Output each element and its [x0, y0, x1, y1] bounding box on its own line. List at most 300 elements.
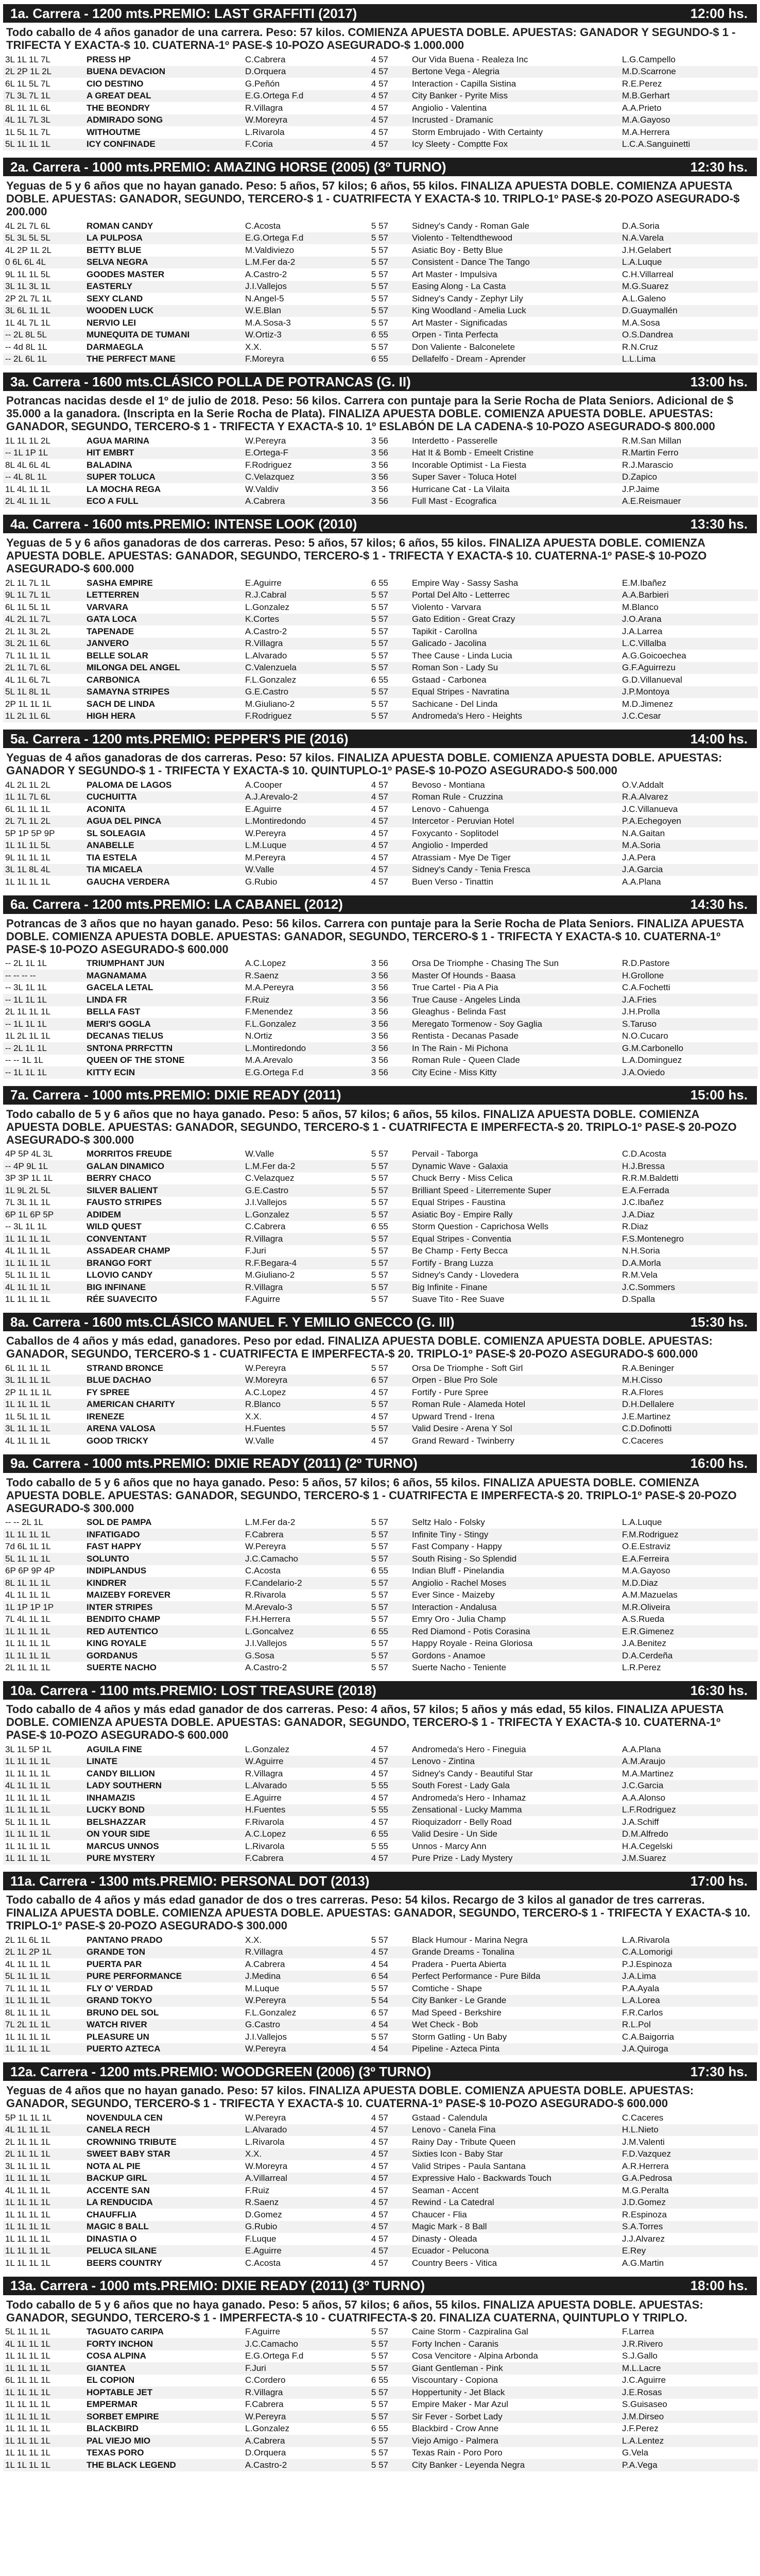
table-row	[3, 1257, 758, 1269]
trainer: J.H.Prolla	[622, 1007, 660, 1017]
spacer	[390, 471, 410, 484]
breeding: Intercetor - Peruvian Hotel	[410, 816, 620, 828]
trainer: O.S.Dandrea	[620, 329, 758, 342]
breeding: Incrusted - Dramanic	[410, 114, 620, 127]
spacer	[390, 1221, 410, 1233]
age-weight: 4 57	[371, 2161, 388, 2171]
horse-name: DARMAEGLA	[87, 342, 144, 352]
jockey: C.Velazquez	[245, 1173, 295, 1183]
jockey: X.X.	[243, 2148, 350, 2161]
jockey: R.Saenz	[243, 970, 350, 982]
jockey: W.Valle	[245, 1435, 274, 1446]
record: 1L 1L 1L 1L	[3, 2245, 84, 2258]
trainer: F.S.Montenegro	[620, 1233, 758, 1245]
breeding: Rentista - Decanas Pasade	[412, 1031, 519, 1041]
age-weight: 5 57	[371, 269, 388, 279]
jockey: W.Pereyra	[243, 2043, 350, 2056]
record: 1L 1L 1L 1L	[5, 2399, 50, 2410]
horse-name: CANELA RECH	[84, 2124, 243, 2137]
spacer	[390, 1816, 410, 1828]
spacer	[390, 90, 410, 103]
trainer: A.M.Mazuelas	[622, 1590, 678, 1600]
spacer	[390, 827, 410, 840]
record: 1L 1P 1P 1P	[3, 1601, 84, 1614]
table-row	[3, 1589, 758, 1602]
entries-table	[3, 958, 758, 1079]
age-weight: 5 57	[350, 1601, 390, 1614]
table-row	[3, 2148, 758, 2161]
record: 9L 1L 1L 5L	[5, 269, 50, 279]
breeding: Angiolio - Rachel Moses	[410, 1577, 620, 1589]
age-weight: 5 57	[371, 1149, 388, 1159]
age-weight: 4 57	[350, 1946, 390, 1959]
breeding: Roman Rule - Cruzzina	[410, 791, 620, 804]
trainer: E.R.Gimenez	[620, 1625, 758, 1638]
horse-name: FLY O' VERDAD	[87, 1983, 153, 1993]
spacer	[390, 1184, 410, 1197]
record: 1L 1L 1L 5L	[3, 840, 84, 852]
race-conditions: Potrancas nacidas desde el 1º de julio de 2018. Peso: 56 kilos. Carrera con puntaje para la Serie Rocha de Plata Seniors. Adicional de $ 35.000 a la ganadora. (Inscripta en la Serie Rocha de Plata). FINALIZA APUESTA DOBLE. COMIENZA APUESTA DOBLE. APUESTAS: GANADOR, SEGUNDO, TERCERO-$ 1 - TRIFECTA Y EXACTA-$ 10. 1º ESLABÓN DE LA CADENA-$ 10-POZO ASEGURADO-$ 800.000	[6, 394, 734, 433]
table-row	[3, 483, 758, 496]
jockey: A.J.Arevalo-2	[243, 791, 350, 804]
breeding: Viejo Amigo - Palmera	[410, 2435, 620, 2447]
breeding: Sidney's Candy - Beautiful Star	[412, 1768, 533, 1778]
breeding: Texas Rain - Poro Poro	[412, 2448, 503, 2458]
age-weight: 4 57	[371, 103, 388, 113]
table-row	[3, 1662, 758, 1674]
spacer	[390, 329, 410, 342]
record: 1L 1L 1L 1L	[3, 1529, 84, 1541]
breeding: Chuck Berry - Miss Celica	[412, 1173, 513, 1183]
table-row	[3, 1816, 758, 1828]
race-conditions: Yeguas de 5 y 6 años ganadoras de dos carreras. Peso: 5 años, 57 kilos; 6 años, 55 kilos. FINALIZA APUESTA DOBLE. COMIENZA APUESTA DOBLE. APUESTAS: GANADOR, SEGUNDO, TERCERO-$ 1 - TRIFECTA Y EXACTA-$ 10. CUATERNA-1º PASE-$ 10-POZO ASEGURADO-$ 600.000	[6, 536, 707, 575]
age-weight: 6 57	[371, 2007, 388, 2018]
record: 1L 5L 1L 1L	[5, 1411, 50, 1421]
breeding: Lenovo - Cahuenga	[412, 804, 489, 814]
record: 4L 2L 1L 2L	[5, 779, 50, 790]
breeding: Forty Inchen - Caranis	[410, 2338, 620, 2350]
record: 1L 1L 1L 1L	[3, 2043, 84, 2056]
table-row	[3, 2326, 758, 2338]
age-weight: 6 55	[371, 2424, 388, 2434]
record: 1L 4L 1L 1L	[5, 484, 50, 494]
table-row	[3, 710, 758, 723]
spacer	[390, 840, 410, 852]
spacer	[390, 1662, 410, 1674]
jockey: F.Cabrera	[243, 1853, 350, 1865]
jockey: R.Villagra	[243, 1233, 350, 1245]
trainer: N.A.Varela	[620, 232, 758, 245]
table-row	[3, 601, 758, 614]
age-weight: 5 57	[371, 245, 388, 255]
jockey: M.A.Arevalo	[245, 1055, 293, 1065]
age-weight: 5 57	[371, 1517, 388, 1528]
trainer: M.D.Scarrone	[620, 66, 758, 78]
spacer	[390, 614, 410, 626]
race-time: 17:30 hs.	[690, 2063, 748, 2079]
age-weight: 5 57	[350, 1184, 390, 1197]
race-time: 18:00 hs.	[690, 2278, 748, 2293]
jockey: J.I.Vallejos	[243, 281, 350, 293]
jockey: M.A.Pereyra	[245, 982, 294, 993]
spacer	[390, 126, 410, 139]
record: 4L 1L 1L 1L	[5, 2185, 50, 2195]
age-weight: 4 57	[371, 2185, 388, 2195]
spacer	[390, 662, 410, 674]
record: -- -- 1L 1L	[5, 1055, 44, 1065]
age-weight: 4 57	[371, 779, 388, 790]
horse-name: EL COPION	[87, 2375, 135, 2385]
record: 7L 1L 1L 1L	[5, 650, 50, 660]
race-block	[3, 1454, 757, 1674]
breeding: Big Infinite - Finane	[410, 1281, 620, 1294]
trainer: C.D.Acosta	[622, 1149, 666, 1159]
record: 1L 1L 1L 1L	[3, 2197, 84, 2209]
race-block	[3, 1086, 757, 1306]
table-row	[3, 2209, 758, 2221]
jockey: E.Aguirre	[243, 2245, 350, 2258]
horse-name: AGUA DEL PINCA	[84, 816, 243, 828]
record: 1L 1L 1L 1L	[3, 1804, 84, 1817]
trainer: J.M.Valenti	[622, 2137, 665, 2147]
breeding: Suerte Nacho - Teniente	[412, 1663, 507, 1673]
trainer: D.Zapico	[620, 471, 758, 484]
trainer: L.A.Rivarola	[622, 1935, 670, 1945]
age-weight: 5 57	[350, 232, 390, 245]
breeding: Empire Way - Sassy Sasha	[412, 578, 519, 588]
spacer	[390, 2459, 410, 2471]
jockey: A.Castro-2	[245, 626, 287, 636]
horse-name: MAGNAMAMA	[84, 970, 243, 982]
age-weight: 3 56	[350, 994, 390, 1006]
trainer: M.H.Cisso	[620, 1375, 758, 1387]
table-row	[3, 2031, 758, 2043]
spacer	[390, 1399, 410, 1411]
table-row	[3, 317, 758, 329]
spacer	[390, 1209, 410, 1221]
jockey: A.C.Lopez	[245, 958, 286, 969]
record: 2L 1L 2P 1L	[3, 1946, 84, 1959]
age-weight: 5 57	[371, 699, 388, 709]
table-row	[3, 686, 758, 699]
jockey: W.Moreyra	[243, 114, 350, 127]
table-row	[3, 1435, 758, 1447]
table-row	[3, 1233, 758, 1245]
breeding: Lenovo - Canela Fina	[410, 2124, 620, 2137]
table-row	[3, 244, 758, 257]
race-conditions: Todo caballo de 5 y 6 años que no haya ganado. Peso: 5 años, 57 kilos; 6 años, 55 kilos. FINALIZA APUESTA DOBLE. COMIENZA APUESTA DOBLE. APUESTAS: GANADOR, SEGUNDO, TERCERO-$ 1 - CUATRIFECTA E IMPERFECTA-$ 20. TRIPLO-1º PASE-$ 20-POZO ASEGURADO-$ 300.000	[6, 1476, 737, 1515]
breeding: True Cartel - Pia A Pia	[412, 982, 498, 993]
horse-name: SOL DE PAMPA	[87, 1517, 152, 1528]
trainer: P.J.Espinoza	[622, 1959, 672, 1969]
table-row	[3, 791, 758, 804]
jockey: A.Cooper	[245, 779, 282, 790]
horse-name: SWEET BABY STAR	[84, 2148, 243, 2161]
spacer	[390, 1780, 410, 1792]
trainer: M.L.Lacre	[620, 2362, 758, 2375]
spacer	[390, 2173, 410, 2185]
jockey: C.Cabrera	[245, 54, 286, 64]
record: 2L 1L 1L 1L	[3, 2148, 84, 2161]
age-weight: 5 57	[350, 2435, 390, 2447]
horse-name: CANDY BILLION	[87, 1768, 155, 1778]
age-weight: 4 57	[350, 2124, 390, 2137]
trainer: F.R.Carlos	[622, 2007, 663, 2018]
table-row	[3, 1743, 758, 1756]
record: 4L 2L 1L 7L	[3, 614, 84, 626]
trainer: M.G.Peralta	[622, 2185, 669, 2195]
trainer: J.P.Jaime	[622, 484, 660, 494]
trainer: A.A.Barbieri	[620, 589, 758, 602]
jockey: C.Cabrera	[245, 1222, 286, 1232]
record: 3P 3P 1L 1L	[5, 1173, 53, 1183]
trainer: D.A.Soria	[622, 221, 660, 231]
entries-table	[3, 1148, 758, 1306]
trainer: C.Caceres	[622, 1435, 664, 1446]
age-weight: 3 56	[371, 484, 388, 494]
spacer	[390, 1553, 410, 1565]
spacer	[390, 1245, 410, 1258]
spacer	[390, 78, 410, 90]
horse-name: ACONITA	[87, 804, 126, 814]
age-weight: 5 57	[371, 1246, 388, 1256]
age-weight: 5 57	[371, 2448, 388, 2458]
horse-name: BELLA FAST	[87, 1007, 141, 1017]
trainer: J.E.Rosas	[620, 2386, 758, 2399]
table-row	[3, 1375, 758, 1387]
spacer	[390, 2019, 410, 2031]
breeding: Consistent - Dance The Tango	[410, 257, 620, 269]
horse-name: ARENA VALOSA	[84, 1423, 243, 1435]
spacer	[390, 1281, 410, 1294]
age-weight: 3 56	[350, 970, 390, 982]
race-title: 13a. Carrera - 1000 mts.PREMIO: DIXIE READY (2011) (3º TURNO)	[10, 2278, 425, 2293]
record: 4L 1L 1L 1L	[5, 1246, 50, 1256]
spacer	[390, 1828, 410, 1841]
trainer: L.A.Dominguez	[622, 1055, 682, 1065]
record: -- 4L 8L 1L	[3, 471, 84, 484]
horse-name: LINATE	[84, 1756, 243, 1768]
trainer: L.C.A.Sanguinetti	[620, 139, 758, 151]
table-row	[3, 2375, 758, 2387]
race-conditions: Todo caballo de 5 y 6 años que no haya ganado. Peso: 5 años, 57 kilos; 6 años, 55 kilos. FINALIZA APUESTA DOBLE. APUESTAS: GANADOR, SEGUNDO, TERCERO-$ 1 - IMPERFECTA-$ 10 - CUATRIFECTA-$ 20. FINALIZA CUATERNA, QUINTUPLO Y TRIPLO.	[6, 2298, 703, 2324]
table-row	[3, 827, 758, 840]
table-row	[3, 220, 758, 232]
spacer	[390, 2007, 410, 2019]
spacer	[390, 257, 410, 269]
spacer	[390, 2197, 410, 2209]
trainer: G.F.Aguirrezu	[620, 662, 758, 674]
age-weight: 4 57	[350, 2221, 390, 2233]
horse-name: HIGH HERA	[84, 710, 243, 723]
spacer	[390, 816, 410, 828]
horse-name: CHAUFFLIA	[87, 2209, 137, 2219]
table-row	[3, 2197, 758, 2209]
breeding: Foxycanto - Soplitodel	[412, 828, 499, 838]
horse-name: FY SPREE	[87, 1387, 130, 1397]
race-block	[3, 730, 757, 888]
record: 6L 1L 1L 1L	[5, 804, 50, 814]
age-weight: 4 57	[371, 2112, 388, 2123]
trainer: R.A.Flores	[622, 1387, 664, 1397]
jockey: L.Alvarado	[243, 2124, 350, 2137]
race-block	[3, 515, 757, 722]
jockey: E.Aguirre	[245, 1792, 282, 1803]
record: 7L 1L 1L 1L	[5, 1983, 50, 1993]
record: 1L 1L 1L 1L	[5, 2448, 50, 2458]
age-weight: 6 55	[350, 353, 390, 366]
table-row	[3, 2399, 758, 2411]
horse-name: WITHOUTME	[87, 127, 141, 137]
record: -- 4P 9L 1L	[3, 1160, 84, 1173]
breeding: Be Champ - Ferty Becca	[412, 1246, 508, 1256]
age-weight: 4 57	[371, 78, 388, 89]
table-row	[3, 1958, 758, 1971]
table-row	[3, 447, 758, 460]
record: 7L 3L 7L 1L	[3, 90, 84, 103]
jockey: F.Cabrera	[245, 2399, 284, 2410]
trainer: R.J.Marascio	[622, 460, 673, 470]
breeding: Equal Stripes - Navratina	[410, 686, 620, 699]
age-weight: 5 57	[350, 1529, 390, 1541]
jockey: L.Gonzalez	[245, 602, 289, 612]
table-row	[3, 1971, 758, 1983]
horse-name: PELUCA SILANE	[84, 2245, 243, 2258]
breeding: Viscountary - Copiona	[412, 2375, 498, 2385]
spacer	[390, 982, 410, 994]
race-time: 16:00 hs.	[690, 1455, 748, 1471]
age-weight: 5 57	[371, 1935, 388, 1945]
table-row	[3, 1362, 758, 1375]
age-weight: 4 57	[350, 2173, 390, 2185]
race-time: 14:00 hs.	[690, 731, 748, 747]
trainer: M.A.Sosa	[622, 317, 660, 328]
jockey: G.Sosa	[243, 1650, 350, 1662]
spacer	[390, 2031, 410, 2043]
table-row	[3, 2233, 758, 2245]
record: 1L 2L 1L 1L	[5, 1031, 50, 1041]
table-row	[3, 2362, 758, 2375]
horse-name: KINDRER	[84, 1577, 243, 1589]
trainer: J.A.Diaz	[620, 1209, 758, 1221]
age-weight: 5 57	[371, 1197, 388, 1208]
breeding: Rioquizadorr - Belly Road	[412, 1817, 512, 1827]
table-row	[3, 2423, 758, 2435]
age-weight: 5 57	[371, 293, 388, 303]
record: -- -- 2L 1L	[5, 1517, 44, 1528]
trainer: P.A.Vega	[620, 2459, 758, 2471]
age-weight: 5 57	[350, 1423, 390, 1435]
trainer: L.A.Luque	[622, 1517, 662, 1528]
jockey: M.Giuliano-2	[245, 699, 295, 709]
jockey: A.Cabrera	[243, 2435, 350, 2447]
breeding: City Banker - Le Grande	[410, 1995, 620, 2007]
trainer: A.A.Plana	[622, 876, 661, 887]
jockey: R.J.Cabral	[243, 589, 350, 602]
record: -- 1L 1L 1L	[3, 1066, 84, 1079]
record: 5L 1L 1L 1L	[5, 1817, 50, 1827]
jockey: C.Acosta	[245, 221, 281, 231]
breeding: Country Beers - Vitica	[412, 2258, 497, 2268]
age-weight: 5 57	[350, 1160, 390, 1173]
spacer	[390, 1625, 410, 1638]
race-conditions: Potrancas de 3 años que no hayan ganado. Peso: 56 kilos. Carrera con puntaje para la Serie Rocha de Plata Seniors. FINALIZA APUESTA DOBLE. COMIENZA APUESTA DOBLE. APUESTAS: GANADOR, SEGUNDO, TERCERO-$ 1 - TRIFECTA Y EXACTA-$ 10. CUATERNA-1º PASE-$ 10-POZO ASEGURADO-$ 600.000	[6, 917, 744, 956]
entries-table	[3, 1934, 758, 2055]
breeding: Zensational - Lucky Mamma	[410, 1804, 620, 1817]
table-row	[3, 1565, 758, 1578]
race-block	[3, 1681, 757, 1865]
jockey: F.Candelario-2	[243, 1577, 350, 1589]
horse-name: THE BLACK LEGEND	[84, 2459, 243, 2471]
table-row	[3, 662, 758, 674]
age-weight: 5 57	[371, 2399, 388, 2410]
race-time: 13:30 hs.	[690, 516, 748, 532]
jockey: X.X.	[245, 342, 262, 352]
breeding: Pipeline - Azteca Pinta	[410, 2043, 620, 2056]
age-weight: 5 57	[350, 1257, 390, 1269]
jockey: F.L.Gonzalez	[245, 674, 297, 685]
trainer: D.H.Dellalere	[620, 1399, 758, 1411]
table-row	[3, 1399, 758, 1411]
jockey: W.Valdiv	[245, 484, 279, 494]
age-weight: 4 57	[350, 2148, 390, 2161]
jockey: W.Pereyra	[245, 1363, 286, 1373]
age-weight: 5 54	[350, 1995, 390, 2007]
spacer	[390, 496, 410, 508]
race-title: 11a. Carrera - 1300 mts.PREMIO: PERSONAL DOT (2013)	[10, 1873, 370, 1889]
horse-name: INTER STRIPES	[84, 1601, 243, 1614]
jockey: M.Luque	[245, 1983, 280, 1993]
breeding: Violento - Teltendthewood	[410, 232, 620, 245]
jockey: A.Castro-2	[243, 2459, 350, 2471]
horse-name: GIANTEA	[84, 2362, 243, 2375]
age-weight: 4 57	[371, 54, 388, 64]
trainer: R.E.Perez	[622, 78, 662, 89]
jockey: E.G.Ortega F.d	[243, 1066, 350, 1079]
jockey: F.Aguirre	[245, 1294, 281, 1304]
record: 3L 1L 1L 1L	[3, 1423, 84, 1435]
record: 1L 1L 1L 1L	[5, 2031, 50, 2042]
entries-table	[3, 1517, 758, 1674]
breeding: Buen Verso - Tinattin	[412, 876, 493, 887]
jockey: R.F.Begara-4	[243, 1257, 350, 1269]
table-row	[3, 958, 758, 970]
trainer: E.A.Ferreira	[620, 1553, 758, 1565]
breeding: Valid Desire - Un Side	[410, 1828, 620, 1841]
age-weight: 5 57	[371, 1638, 388, 1649]
horse-name: ADMIRADO SONG	[84, 114, 243, 127]
record: 1L 1L 1L 1L	[3, 1650, 84, 1662]
age-weight: 6 55	[371, 674, 388, 685]
trainer: J.A.Fries	[620, 994, 758, 1006]
breeding: Magic Mark - 8 Ball	[410, 2221, 620, 2233]
trainer: M.A.Martinez	[622, 1768, 674, 1778]
age-weight: 4 57	[350, 139, 390, 151]
horse-name: LA RENDUCIDA	[84, 2197, 243, 2209]
trainer: J.C.Sommers	[620, 1281, 758, 1294]
spacer	[390, 1517, 410, 1529]
record: 1L 1L 1L 1L	[3, 1995, 84, 2007]
breeding: City Ecine - Miss Kitty	[410, 1066, 620, 1079]
breeding: Red Diamond - Potis Corasina	[410, 1625, 620, 1638]
age-weight: 4 57	[350, 864, 390, 876]
breeding: Gstaad - Carbonea	[412, 674, 487, 685]
trainer: M.R.Oliveira	[620, 1601, 758, 1614]
spacer	[390, 1650, 410, 1662]
jockey: A.C.Lopez	[245, 1387, 286, 1397]
jockey: W.Pereyra	[245, 1541, 286, 1552]
spacer	[390, 1638, 410, 1650]
